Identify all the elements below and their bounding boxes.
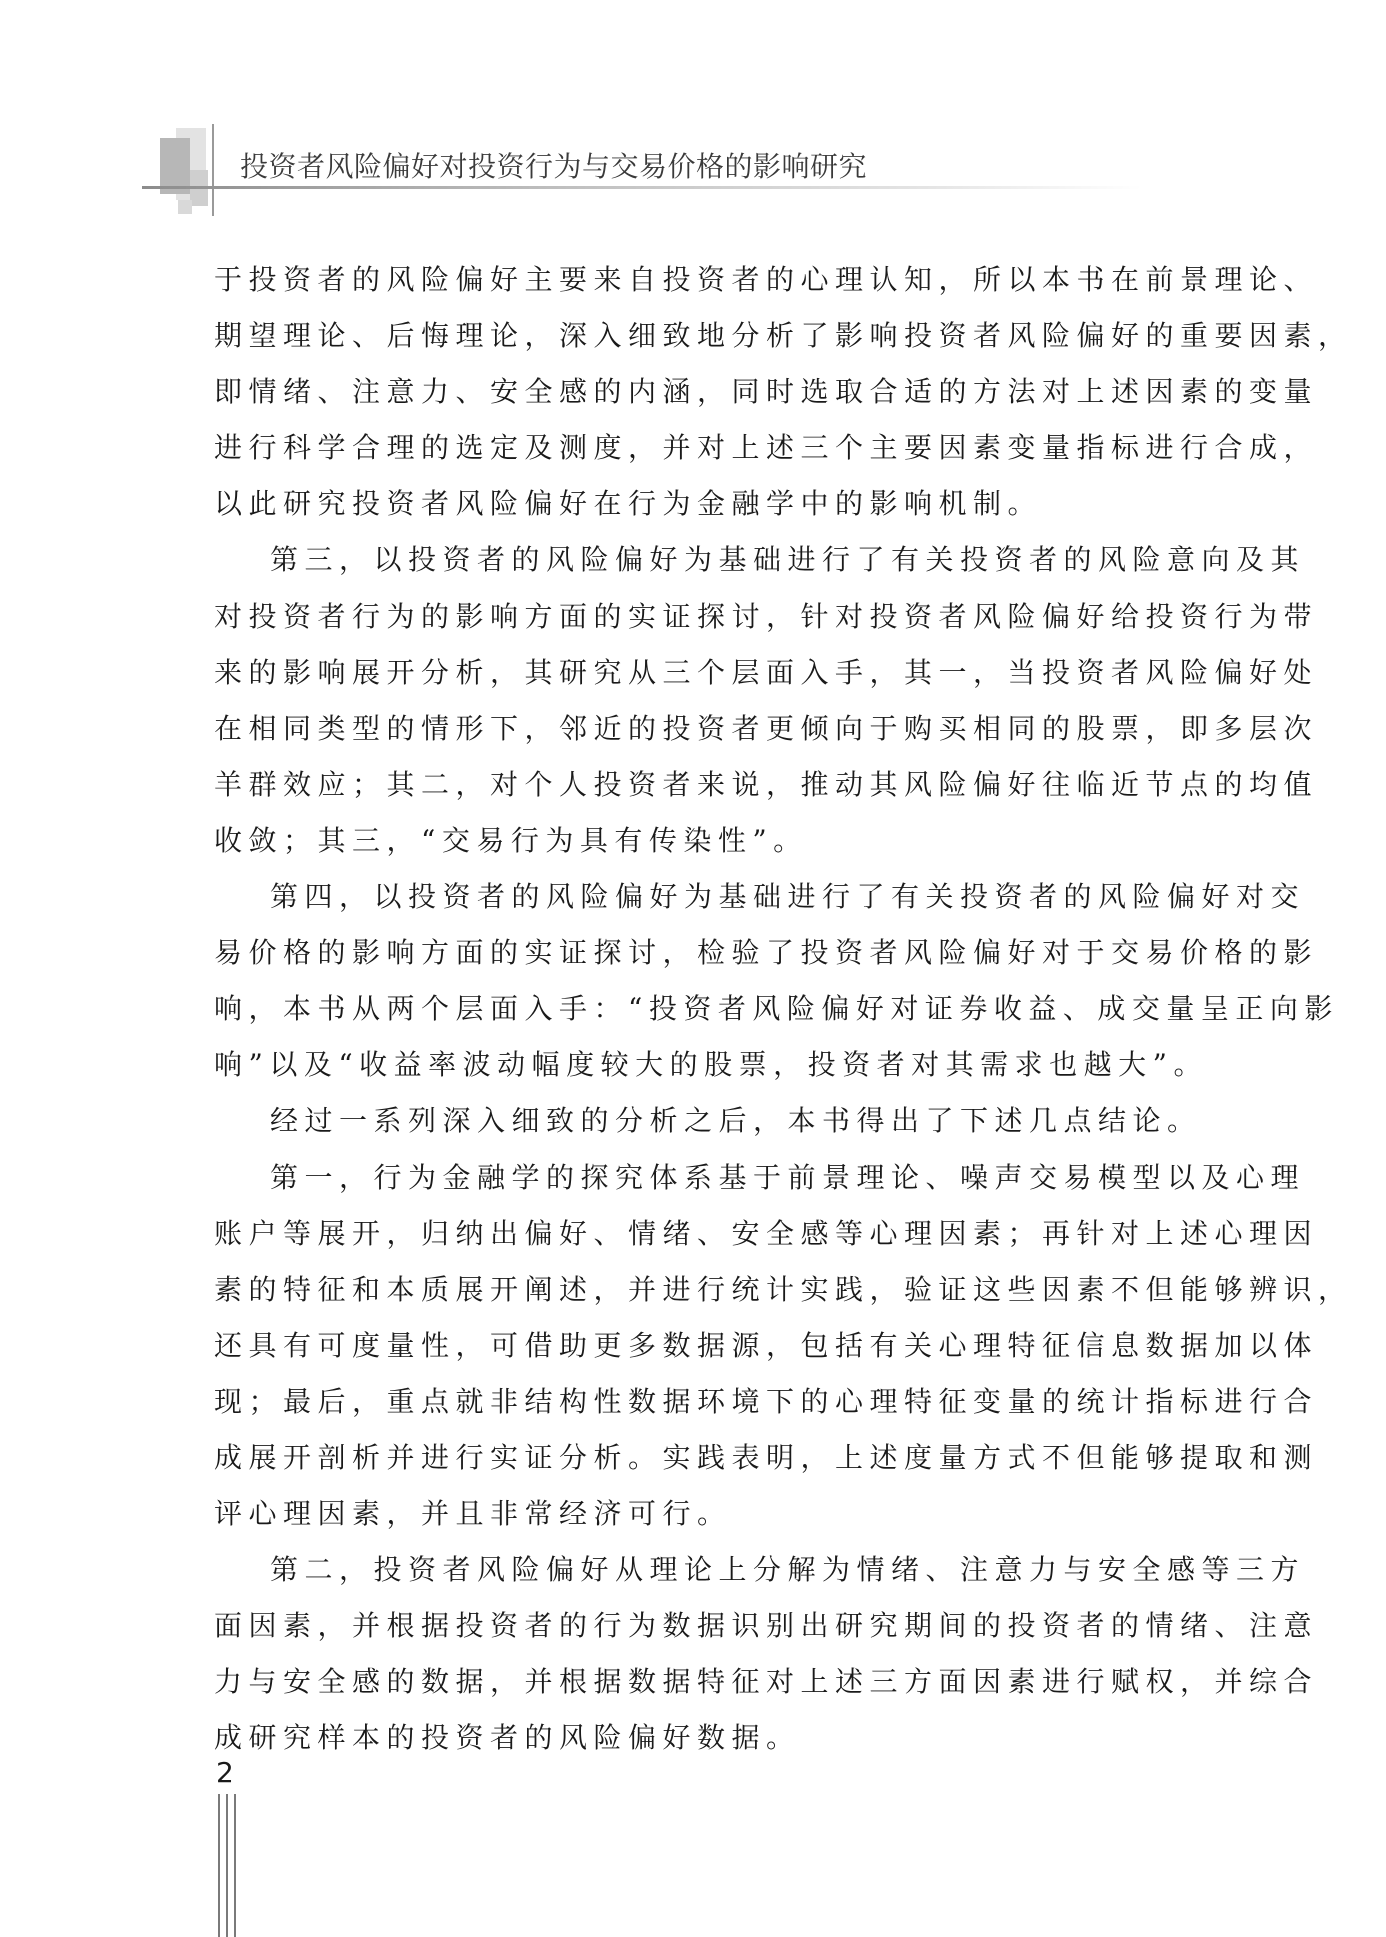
text-line: 成研究样本的投资者的风险偏好数据。 [214, 1721, 801, 1755]
body-text [214, 252, 1353, 1767]
text-line: 力与安全感的数据，并根据数据特征对上述三方面因素进行赋权，并综合 [214, 1665, 1319, 1699]
folio-rule [234, 1794, 236, 1937]
text-line: 于投资者的风险偏好主要来自投资者的心理认知，所以本书在前景理论、 [214, 263, 1319, 296]
header-horizontal-rule [142, 186, 1142, 189]
text-line: 素的特征和本质展开阐述，并进行统计实践，验证这些因素不但能够辨识， [214, 1272, 1353, 1306]
folio-rule [226, 1794, 228, 1937]
text-line: 现；最后，重点就非结构性数据环境下的心理特征变量的统计指标进行合 [214, 1384, 1319, 1418]
text-line: 评心理因素，并且非常经济可行。 [214, 1497, 732, 1531]
text-line: 还具有可度量性，可借助更多数据源，包括有关心理特征信息数据加以体 [214, 1328, 1319, 1362]
text-line: 即情绪、注意力、安全感的内涵，同时选取合适的方法对上述因素的变量 [214, 375, 1319, 409]
text-line: 成展开剖析并进行实证分析。实践表明，上述度量方式不但能够提取和测 [214, 1440, 1319, 1474]
running-title: 投资者风险偏好对投资行为与交易价格的影响研究 [240, 150, 868, 183]
text-line: 面因素，并根据投资者的行为数据识别出研究期间的投资者的情绪、注意 [214, 1609, 1319, 1643]
page-number: 2 [216, 1756, 234, 1789]
text-line: 以此研究投资者风险偏好在行为金融学中的影响机制。 [214, 487, 1043, 521]
text-line: 经过一系列深入细致的分析之后，本书得出了下述几点结论。 [270, 1104, 1202, 1138]
text-line: 在相同类型的情形下，邻近的投资者更倾向于购买相同的股票，即多层次 [214, 711, 1319, 745]
header-decoration-square [178, 200, 192, 214]
text-line: 第二，投资者风险偏好从理论上分解为情绪、注意力与安全感等三方 [270, 1553, 1306, 1587]
text-line: 账户等展开，归纳出偏好、情绪、安全感等心理因素；再针对上述心理因 [214, 1216, 1319, 1250]
text-line: 进行科学合理的选定及测度，并对上述三个主要因素变量指标进行合成， [214, 431, 1319, 465]
text-line: 第一，行为金融学的探究体系基于前景理论、噪声交易模型以及心理 [270, 1160, 1306, 1194]
text-line: 期望理论、后悔理论，深入细致地分析了影响投资者风险偏好的重要因素， [214, 319, 1353, 353]
text-line: 收敛；其三，“交易行为具有传染性”。 [214, 823, 808, 857]
text-line: 响”以及“收益率波动幅度较大的股票，投资者对其需求也越大”。 [214, 1048, 1208, 1082]
header-vertical-rule [212, 124, 214, 216]
text-line: 第三，以投资者的风险偏好为基础进行了有关投资者的风险意向及其 [270, 543, 1306, 577]
text-line: 响，本书从两个层面入手：“投资者风险偏好对证券收益、成交量呈正向影 [214, 992, 1339, 1026]
text-line: 来的影响展开分析，其研究从三个层面入手，其一，当投资者风险偏好处 [214, 655, 1319, 689]
text-line: 羊群效应；其二，对个人投资者来说，推动其风险偏好往临近节点的均值 [214, 767, 1319, 801]
text-line: 对投资者行为的影响方面的实证探讨，针对投资者风险偏好给投资行为带 [214, 599, 1319, 633]
text-line: 第四，以投资者的风险偏好为基础进行了有关投资者的风险偏好对交 [270, 880, 1306, 914]
text-line: 易价格的影响方面的实证探讨，检验了投资者风险偏好对于交易价格的影 [214, 936, 1319, 970]
folio-rule [218, 1794, 220, 1937]
